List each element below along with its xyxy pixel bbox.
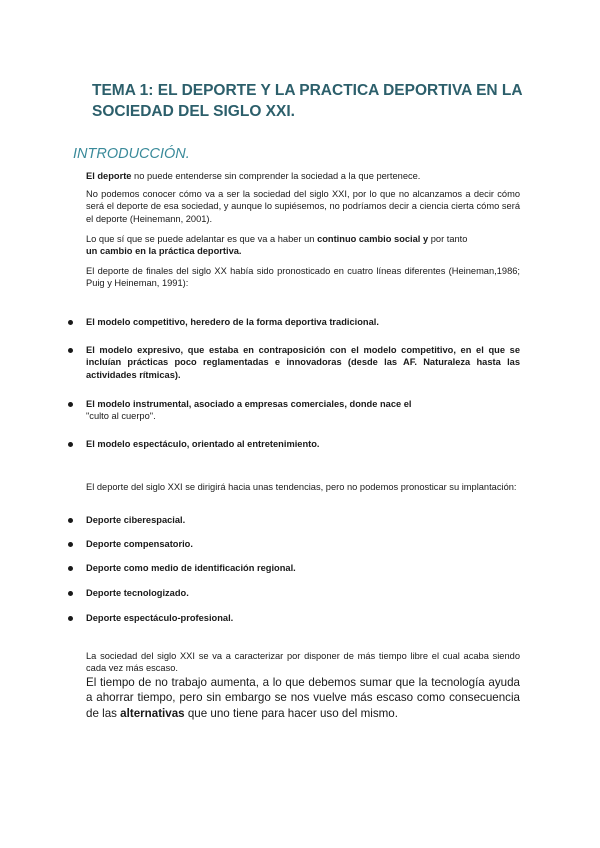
paragraph-tiempo-no-trabajo [86, 675, 520, 721]
paragraph-text: que uno tiene para hacer uso del mismo. [184, 706, 398, 720]
list-item-modelo-competitivo: El modelo competitivo, heredero de la forma deportiva tradicional. [86, 317, 379, 327]
paragraph-text: El tiempo de no trabajo aumenta, a lo que debemos sumar que la tecnología ayuda a ahorrar tiempo, pero sin embargo se nos vuelve más escaso como consecuencia de las [86, 676, 520, 720]
list-item-trend: Deporte tecnologizado. [86, 588, 189, 598]
bullet-dot [68, 442, 73, 447]
bold-text: alternativas [120, 706, 185, 720]
paragraph-deporte-sociedad [86, 170, 520, 182]
paragraph-tendencias: El deporte del siglo XXI se dirigirá hacia unas tendencias, pero no podemos pronosticar su implantación: [86, 482, 517, 492]
bullet-dot [68, 518, 73, 523]
bold-text: un cambio en la práctica deportiva. [86, 246, 242, 257]
list-item-modelo-espectaculo: El modelo espectáculo, orientado al entretenimiento. [86, 439, 320, 449]
section-heading-introduccion: INTRODUCCIÓN. [73, 146, 190, 162]
bold-text: continuo cambio social y [317, 234, 429, 244]
list-item-trend: Deporte espectáculo-profesional. [86, 613, 234, 623]
bold-text: El deporte [86, 171, 132, 181]
list-item-quote: "culto al cuerpo". [86, 411, 156, 422]
paragraph-lineas-pronostico: El deporte de finales del siglo XX había sido pronosticado en cuatro líneas diferentes (Heineman,1986; Puig y Heineman, 1991): [86, 266, 520, 289]
list-item-text: El modelo instrumental, asociado a empresas comerciales, donde nace el [86, 399, 412, 409]
bullet-dot [68, 402, 73, 407]
page-title: TEMA 1: EL DEPORTE Y LA PRACTICA DEPORTIVA EN LA SOCIEDAD DEL SIGLO XXI. [92, 82, 523, 120]
paragraph-text: por tanto [428, 234, 468, 244]
bullet-dot [68, 320, 73, 325]
paragraph-tiempo-libre: La sociedad del siglo XXI se va a caracterizar por disponer de más tiempo libre el cual acaba siendo cada vez más escaso. [86, 651, 520, 674]
bullet-dot [68, 348, 73, 353]
paragraph-text: Lo que sí que se puede adelantar es que va a haber un [86, 234, 318, 244]
bullet-dot [68, 566, 73, 571]
bullet-dot [68, 542, 73, 547]
list-item-modelo-expresivo: El modelo expresivo, que estaba en contraposición con el modelo competitivo, en el que se incluían prácticas poco reglamentadas e innovadoras (desde las AF. Naturaleza hasta las actividades rítmicas). [86, 345, 520, 380]
bullet-dot [68, 616, 73, 621]
list-item-modelo-instrumental [86, 398, 520, 423]
list-item-trend: Deporte como medio de identificación regional. [86, 563, 296, 573]
paragraph-cambio-social [86, 233, 520, 258]
bullet-dot [68, 591, 73, 596]
list-item-trend: Deporte compensatorio. [86, 539, 193, 549]
list-item-trend: Deporte ciberespacial. [86, 515, 186, 525]
paragraph-text: no puede entenderse sin comprender la sociedad a la que pertenece. [131, 171, 421, 181]
paragraph-siglo-xxi: No podemos conocer cómo va a ser la sociedad del siglo XXI, por lo que no alcanzamos a decir cómo será el deporte de esa sociedad, y aunque lo supiésemos, no podríamos decir a ciencia cierta cómo será el deporte (Heinemann, 2001). [86, 189, 520, 224]
